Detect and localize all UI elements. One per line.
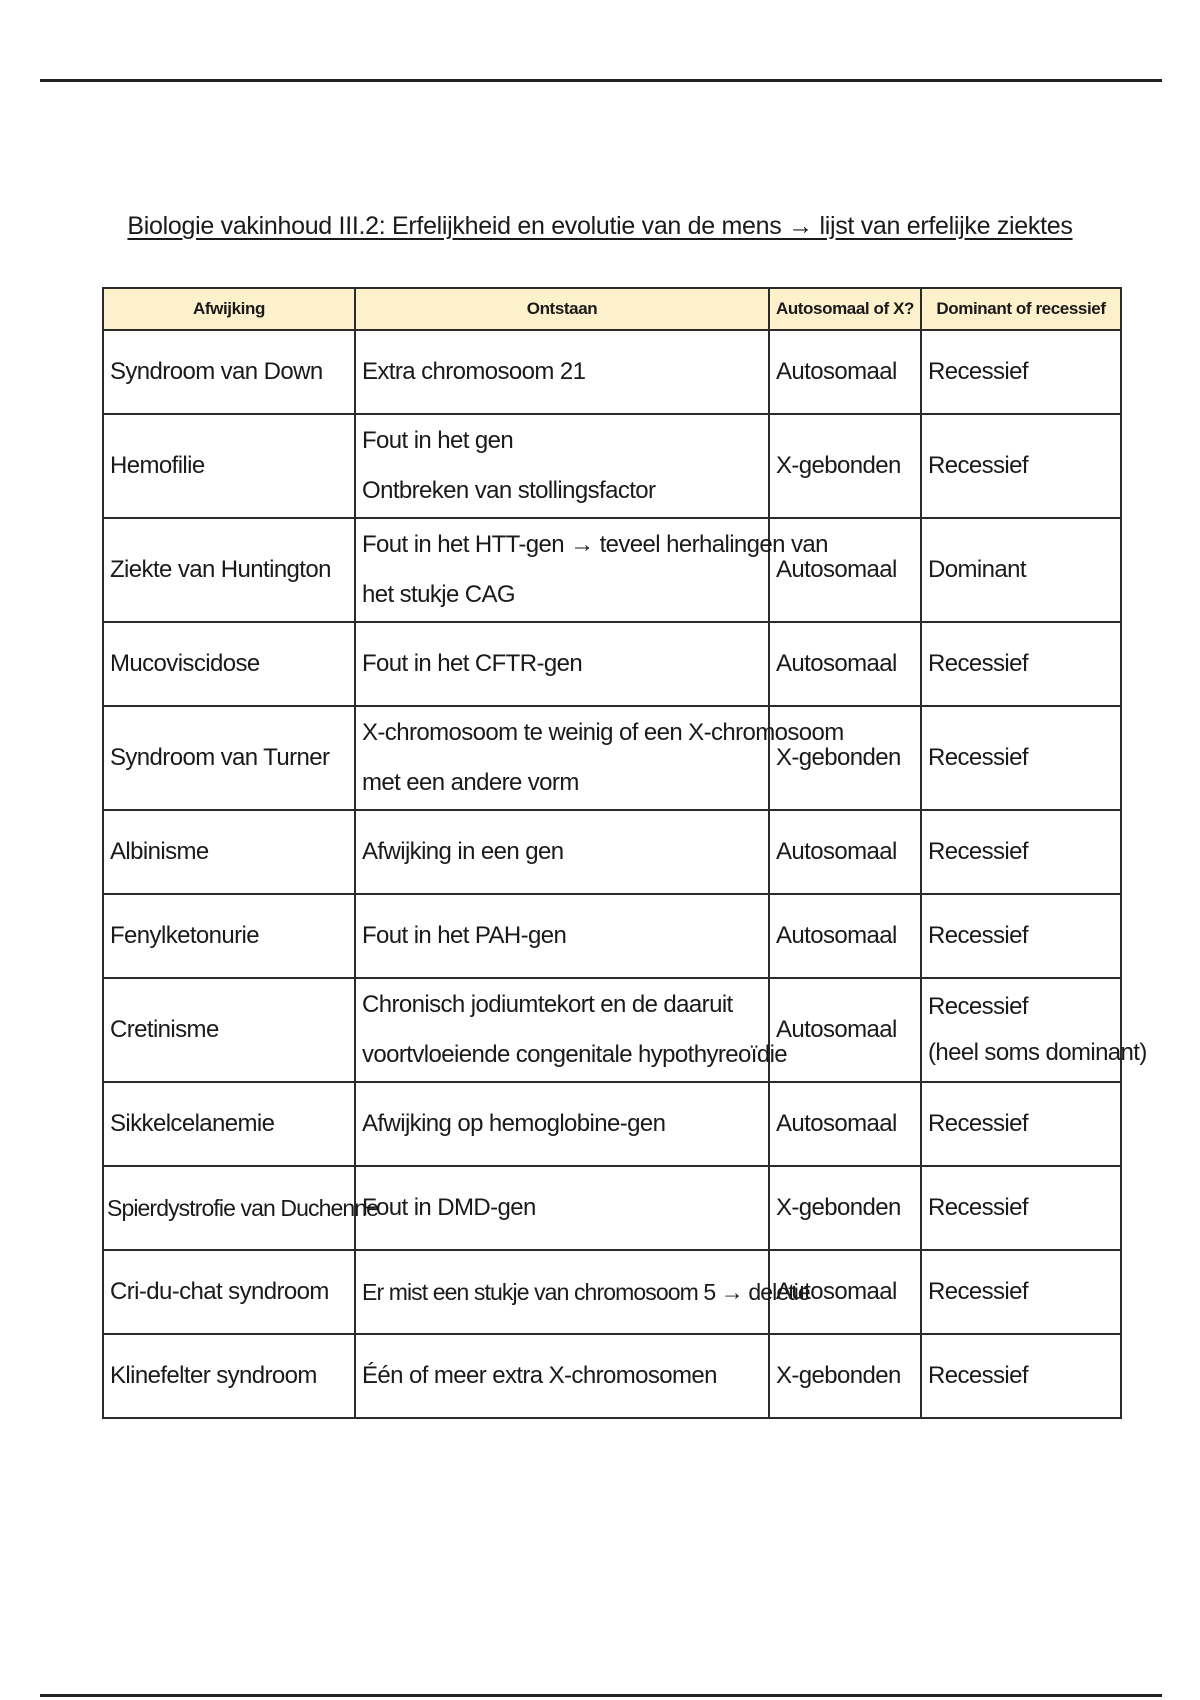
cell-overerving: Autosomaal bbox=[769, 894, 921, 978]
cell-dominantie: Recessief bbox=[921, 1334, 1121, 1418]
ontstaan-line: Afwijking op hemoglobine-gen bbox=[362, 1110, 666, 1137]
table-row bbox=[103, 1250, 1121, 1334]
cell-ontstaan bbox=[355, 1082, 769, 1166]
header-autosomaal-of-x: Autosomaal of X? bbox=[769, 288, 921, 330]
header-dominant-of-recessief: Dominant of recessief bbox=[921, 288, 1121, 330]
table-row bbox=[103, 1166, 1121, 1250]
cell-overerving: Autosomaal bbox=[769, 622, 921, 706]
table-row bbox=[103, 894, 1121, 978]
cell-afwijking: Syndroom van Down bbox=[103, 330, 355, 414]
ontstaan-line: Er mist een stukje van chromosoom 5 → deletie bbox=[362, 1279, 810, 1305]
ontstaan-line: Chronisch jodiumtekort en de daaruit bbox=[362, 991, 733, 1018]
cell-dominantie: Recessief bbox=[921, 330, 1121, 414]
table-row bbox=[103, 330, 1121, 414]
cell-dominantie: Recessief bbox=[921, 1082, 1121, 1166]
table-row bbox=[103, 1082, 1121, 1166]
ontstaan-line: Fout in het CFTR-gen bbox=[362, 650, 583, 677]
page-title: Biologie vakinhoud III.2: Erfelijkheid en evolutie van de mens → lijst van erfelijke ziektes bbox=[127, 212, 1073, 240]
table-row bbox=[103, 706, 1121, 810]
table-row bbox=[103, 1334, 1121, 1418]
cell-dominantie: Dominant bbox=[921, 518, 1121, 622]
cell-ontstaan bbox=[355, 810, 769, 894]
cell-ontstaan bbox=[355, 1250, 810, 1334]
table-row bbox=[103, 978, 1121, 1082]
ontstaan-line: Één of meer extra X-chromosomen bbox=[362, 1362, 717, 1389]
table-row bbox=[103, 622, 1121, 706]
cell-overerving: X-gebonden bbox=[769, 1166, 921, 1250]
cell-ontstaan bbox=[355, 330, 769, 414]
hereditary-diseases-table bbox=[102, 287, 1147, 1419]
cell-afwijking: Hemofilie bbox=[103, 414, 355, 518]
ontstaan-line: Ontbreken van stollingsfactor bbox=[362, 477, 656, 504]
ontstaan-line: Afwijking in een gen bbox=[362, 838, 564, 865]
cell-overerving: X-gebonden bbox=[769, 414, 921, 518]
ontstaan-line: Fout in DMD-gen bbox=[362, 1194, 536, 1221]
cell-ontstaan bbox=[355, 1334, 769, 1418]
ontstaan-line: X-chromosoom te weinig of een X-chromosoom bbox=[362, 719, 844, 746]
cell-dominantie: Recessief bbox=[921, 810, 1121, 894]
ontstaan-line: voortvloeiende congenitale hypothyreoïdie bbox=[362, 1041, 788, 1068]
cell-overerving: Autosomaal bbox=[769, 1082, 921, 1166]
cell-afwijking: Mucoviscidose bbox=[103, 622, 355, 706]
ontstaan-line: Fout in het gen bbox=[362, 427, 514, 454]
cell-ontstaan bbox=[355, 622, 769, 706]
cell-dominantie: Recessief bbox=[921, 1166, 1121, 1250]
cell-overerving: Autosomaal bbox=[769, 810, 921, 894]
cell-afwijking: Syndroom van Turner bbox=[103, 706, 355, 810]
top-rule bbox=[40, 79, 1162, 82]
cell-dominantie bbox=[921, 978, 1147, 1082]
ontstaan-line: Fout in het PAH-gen bbox=[362, 922, 567, 949]
cell-overerving: X-gebonden bbox=[769, 1334, 921, 1418]
cell-afwijking: Ziekte van Huntington bbox=[103, 518, 355, 622]
cell-ontstaan bbox=[355, 518, 828, 622]
cell-afwijking: Fenylketonurie bbox=[103, 894, 355, 978]
cell-dominantie: Recessief bbox=[921, 894, 1121, 978]
header-ontstaan: Ontstaan bbox=[355, 288, 769, 330]
ontstaan-line: het stukje CAG bbox=[362, 581, 516, 608]
table-row bbox=[103, 518, 1121, 622]
table-row bbox=[103, 414, 1121, 518]
ontstaan-line: Fout in het HTT-gen → teveel herhalingen van bbox=[362, 531, 828, 558]
cell-ontstaan bbox=[355, 414, 769, 518]
cell-ontstaan bbox=[355, 894, 769, 978]
cell-dominantie: Recessief bbox=[921, 706, 1121, 810]
cell-overerving: Autosomaal bbox=[769, 518, 921, 622]
table-header-row bbox=[103, 288, 1121, 330]
dominantie-line: (heel soms dominant) bbox=[928, 1039, 1147, 1066]
cell-afwijking: Albinisme bbox=[103, 810, 355, 894]
cell-afwijking: Klinefelter syndroom bbox=[103, 1334, 355, 1418]
cell-afwijking: Cretinisme bbox=[103, 978, 355, 1082]
bottom-rule bbox=[40, 1694, 1162, 1697]
dominantie-line: Recessief bbox=[928, 993, 1028, 1020]
cell-dominantie: Recessief bbox=[921, 414, 1121, 518]
cell-ontstaan bbox=[355, 978, 788, 1082]
cell-afwijking: Cri-du-chat syndroom bbox=[103, 1250, 355, 1334]
cell-afwijking: Spierdystrofie van Duchenne bbox=[103, 1166, 355, 1250]
cell-overerving: Autosomaal bbox=[769, 330, 921, 414]
cell-overerving: Autosomaal bbox=[769, 1250, 921, 1334]
cell-dominantie: Recessief bbox=[921, 1250, 1121, 1334]
ontstaan-line: met een andere vorm bbox=[362, 769, 579, 796]
cell-overerving: X-gebonden bbox=[769, 706, 921, 810]
cell-overerving: Autosomaal bbox=[769, 978, 921, 1082]
cell-ontstaan bbox=[355, 1166, 769, 1250]
ontstaan-line: Extra chromosoom 21 bbox=[362, 358, 586, 385]
cell-afwijking: Sikkelcelanemie bbox=[103, 1082, 355, 1166]
cell-dominantie: Recessief bbox=[921, 622, 1121, 706]
table-row bbox=[103, 810, 1121, 894]
header-afwijking: Afwijking bbox=[103, 288, 355, 330]
